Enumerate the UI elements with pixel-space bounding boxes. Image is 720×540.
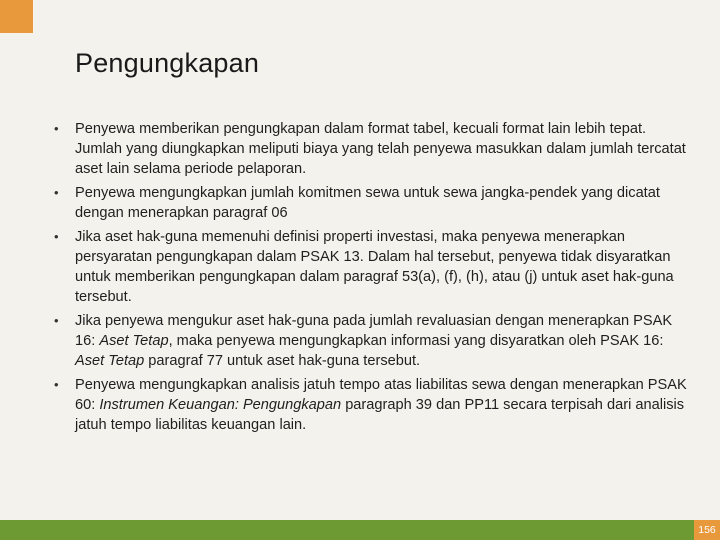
- footer-bar: [0, 520, 720, 540]
- bullet-text: , maka penyewa mengungkapkan informasi yang disyaratkan oleh PSAK 16:: [168, 333, 664, 349]
- bullet-item: [54, 375, 694, 435]
- bullet-item: [54, 119, 694, 179]
- bullet-item: [54, 183, 694, 223]
- bullet-text-italic: Instrumen Keuangan: Pengungkapan: [99, 397, 342, 413]
- bullet-text: paragraf 77 untuk aset hak-guna tersebut.: [144, 353, 421, 369]
- bullet-text: Penyewa mengungkapkan jumlah komitmen sewa untuk sewa jangka-pendek yang dicatat dengan menerapkan paragraf 06: [75, 185, 660, 221]
- bullet-item: [54, 311, 694, 371]
- bullet-text: paragraph 39 dan PP11 secara terpisah dari analisis jatuh tempo liabilitas keuangan lain.: [75, 397, 685, 433]
- corner-accent-block: [0, 0, 33, 33]
- bullet-dot-icon: •: [54, 377, 59, 392]
- bullet-list: [54, 119, 694, 439]
- bullet-dot-icon: •: [54, 229, 59, 244]
- bullet-text-italic: Aset Tetap: [75, 353, 145, 369]
- bullet-dot-icon: •: [54, 121, 59, 136]
- slide-title: Pengungkapan: [75, 48, 260, 78]
- bullet-text: Penyewa mengungkapkan analisis jatuh tempo atas liabilitas sewa dengan menerapkan PSAK 60:: [75, 377, 687, 413]
- bullet-text: Jika penyewa mengukur aset hak-guna pada jumlah revaluasian dengan menerapkan PSAK 16:: [75, 313, 673, 349]
- bullet-text-italic: Aset Tetap: [99, 333, 169, 349]
- bullet-dot-icon: •: [54, 313, 59, 328]
- bullet-text: Penyewa memberikan pengungkapan dalam format tabel, kecuali format lain lebih tepat. Jumlah yang diungkapkan meliputi biaya yang telah penyewa masukkan dalam jumlah tercatat aset lain selama periode pelaporan.: [75, 121, 686, 177]
- bullet-dot-icon: •: [54, 185, 59, 200]
- page-number: 156: [694, 520, 720, 540]
- bullet-text: Jika aset hak-guna memenuhi definisi properti investasi, maka penyewa menerapkan persyaratan pengungkapan dalam PSAK 13. Dalam hal tersebut, penyewa tidak disyaratkan untuk memberikan pengungkapan dalam paragraf 53(a), (f), (h), atau (j) untuk aset hak-guna tersebut.: [75, 229, 674, 305]
- bullet-item: [54, 227, 694, 307]
